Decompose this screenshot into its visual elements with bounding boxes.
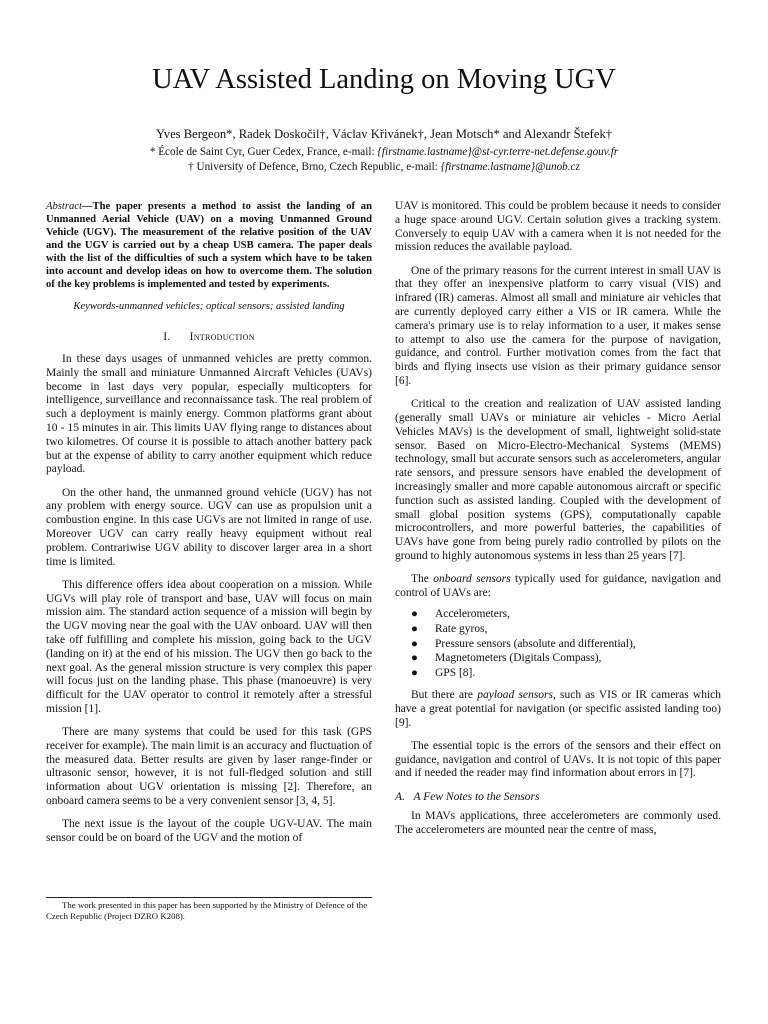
body-paragraph xyxy=(395,689,721,730)
section-heading-introduction xyxy=(46,331,372,345)
section-number: I. xyxy=(163,331,171,344)
footnote-rule xyxy=(46,897,372,898)
affiliation-text: † University of Defence, Brno, Czech Republic, e-mail: xyxy=(188,161,441,173)
bullet-icon: ● xyxy=(411,608,418,621)
bullet-icon: ● xyxy=(411,622,418,635)
body-paragraph: On the other hand, the unmanned ground vehicle (UGV) has not any problem with energy source. UGV can use as propulsion unit a combustion engine. In this case UGVs are not limited in range of use. Moreover UGV can carry really heavy equipment without real problem. Contrariwise UGV ability to discover larger area in a short time is limited. xyxy=(46,486,372,568)
list-item-text: Rate gyros, xyxy=(435,622,488,635)
text-run: But there are xyxy=(411,689,478,702)
subsection-letter: A. xyxy=(395,790,405,803)
bullet-icon: ● xyxy=(411,652,418,665)
affiliation-email: {firstname.lastname}@unob.cz xyxy=(440,161,580,173)
text-run: , such as VIS or IR cameras which have a great potential for navigation (or specific assisted landing too) [9]. xyxy=(395,689,721,729)
list-item xyxy=(411,637,721,652)
paper-title: UAV Assisted Landing on Moving UGV xyxy=(152,64,616,95)
list-item xyxy=(411,652,721,666)
subsection-heading xyxy=(395,791,721,805)
affiliation-brno xyxy=(0,160,768,175)
text-run: typically used for guidance, navigation and control of UAVs are: xyxy=(395,573,721,599)
list-item xyxy=(411,608,721,622)
body-paragraph: The essential topic is the errors of the sensors and their effect on guidance, navigation and control of UAVs. It is not topic of this paper and if needed the reader may find information about errors in [7]. xyxy=(395,739,721,780)
subsection-title: A Few Notes to the Sensors xyxy=(413,790,540,803)
list-item-text: Pressure sensors (absolute and differential), xyxy=(435,637,636,650)
body-paragraph: In these days usages of unmanned vehicles are pretty common. Mainly the small and miniature Unmanned Aircraft Vehicles (UAVs) become in last days very popular, especially multicopters for intelligence, surveillance and reconnaissance task. The real problem of such a deployment is mainly energy. Common platforms grant about 10 - 15 minutes in air. This limits UAV flying range to distances about two kilometres. Of course it is possible to attach another battery pack but at the expense of ability to carry another equipment which reduce payload. xyxy=(46,352,372,476)
body-paragraph: This difference offers idea about cooperation on a mission. While UGVs will play role of transport and base, UAV will focus on main mission aim. The standard action sequence of a mission will begin by the UGV moving near the goal with the UAV onboard. UAV will then take off fulfilling and complete his mission, going back to the UGV (landing on it) at the end of his mission. The UGV then go back to the next goal. As the general mission structure is very complex this paper will focus just on the landing phase. This phase (manoeuvre) is very difficult for the UAV operator to control it remotely after a stressful mission [1]. xyxy=(46,578,372,715)
abstract-text: —The paper presents a method to assist the landing of an Unmanned Aerial Vehicle (UAV) on a moving Unmanned Ground Vehicle (UGV). The measurement of the relative position of the UAV and the UGV is carried out by a cheap USB camera. The paper deals with the list of the difficulties of such a system which have to be taken into account and develop ideas on how to overcome them. The solution of the key problems is implemented and tested by experiments. xyxy=(46,201,372,290)
sensor-list xyxy=(395,608,721,681)
right-column xyxy=(395,200,721,847)
author-list: Yves Bergeon*, Radek Doskočil†, Václav Křivánek†, Jean Motsch* and Alexandr Štefek† xyxy=(155,127,613,141)
emphasis: payload sensors xyxy=(477,689,553,702)
body-paragraph: In MAVs applications, three accelerometers are commonly used. The accelerometers are mounted near the centre of mass, xyxy=(395,810,721,837)
bullet-icon: ● xyxy=(411,637,418,650)
affiliation-text: * École de Saint Cyr, Guer Cedex, France, e-mail: xyxy=(149,146,378,158)
list-item xyxy=(411,622,721,637)
body-paragraph: The next issue is the layout of the couple UGV-UAV. The main sensor could be on board of the UGV and the motion of xyxy=(46,818,372,845)
body-paragraph: Critical to the creation and realization of UAV assisted landing (generally small UAVs or miniature air vehicles - Micro Aerial Vehicles MAVs) is the development of small, lightweight solid-state sensor. Based on Micro-Electro-Mechanical Systems (MEMS) technology, small but accurate sensors such as accelerometers, angular rate sensors, and pressure sensors have enabled the development of increasingly smaller and more capable autonomous aircraft or specific function such as assisted landing. Coupled with the development of small global position systems (GPS), computationally capable microcontrollers, and more powerful batteries, the capabilities of UAVs have gone from being purely radio controlled by pilots on the ground to highly autonomous systems in less than 25 years [7]. xyxy=(395,398,721,562)
body-paragraph: UAV is monitored. This could be problem because it needs to consider a huge space around UGV. Certain solution gives a tracking system. Conversely to equip UAV with a camera when it is not needed for the mission reduces the available payload. xyxy=(395,200,721,254)
body-paragraph: There are many systems that could be used for this task (GPS receiver for example). The main limit is an accuracy and fluctuation of the measured data. Better results are given by laser range-finder or ultrasonic sensor, however, it is not full-fledged solution and still information about UGV orientation is missing [2]. Therefore, an onboard camera seems to be a very convenient sensor [3, 4, 5]. xyxy=(46,726,372,808)
left-column xyxy=(46,200,372,855)
body-paragraph xyxy=(395,573,721,601)
keywords: Keywords-unmanned vehicles; optical sensors; assisted landing xyxy=(73,301,345,313)
abstract-lead: Abstract xyxy=(46,201,82,212)
list-item-text: Accelerometers, xyxy=(435,608,511,621)
list-item xyxy=(411,667,721,681)
text-run: The xyxy=(411,573,434,586)
body-paragraph: One of the primary reasons for the current interest in small UAV is that they offer an inexpensive platform to carry visual (VIS) and infrared (IR) cameras. Almost all small and miniature air vehicles that are currently deployed carry either a VIS or IR camera. While the camera's primary use is to relay information to a user, it makes sense to attempt to also use the camera for the purpose of navigation, guidance, and control. Further motivation comes from the fact that birds and flying insects use vision as their primary guidance sensor [6]. xyxy=(395,264,721,387)
footnote: The work presented in this paper has been supported by the Ministry of Defence of the Czech Republic (Project DZRO K208). xyxy=(46,900,368,921)
section-title: Introduction xyxy=(189,331,255,344)
list-item-text: GPS [8]. xyxy=(435,667,476,680)
affiliation-st-cyr xyxy=(0,145,768,160)
affiliation-email: {firstname.lastname}@st-cyr.terre-net.defense.gouv.fr xyxy=(377,146,619,158)
emphasis: onboard sensors xyxy=(433,573,511,586)
bullet-icon: ● xyxy=(411,667,418,680)
list-item-text: Magnetometers (Digitals Compass), xyxy=(435,652,602,665)
abstract xyxy=(46,200,372,291)
